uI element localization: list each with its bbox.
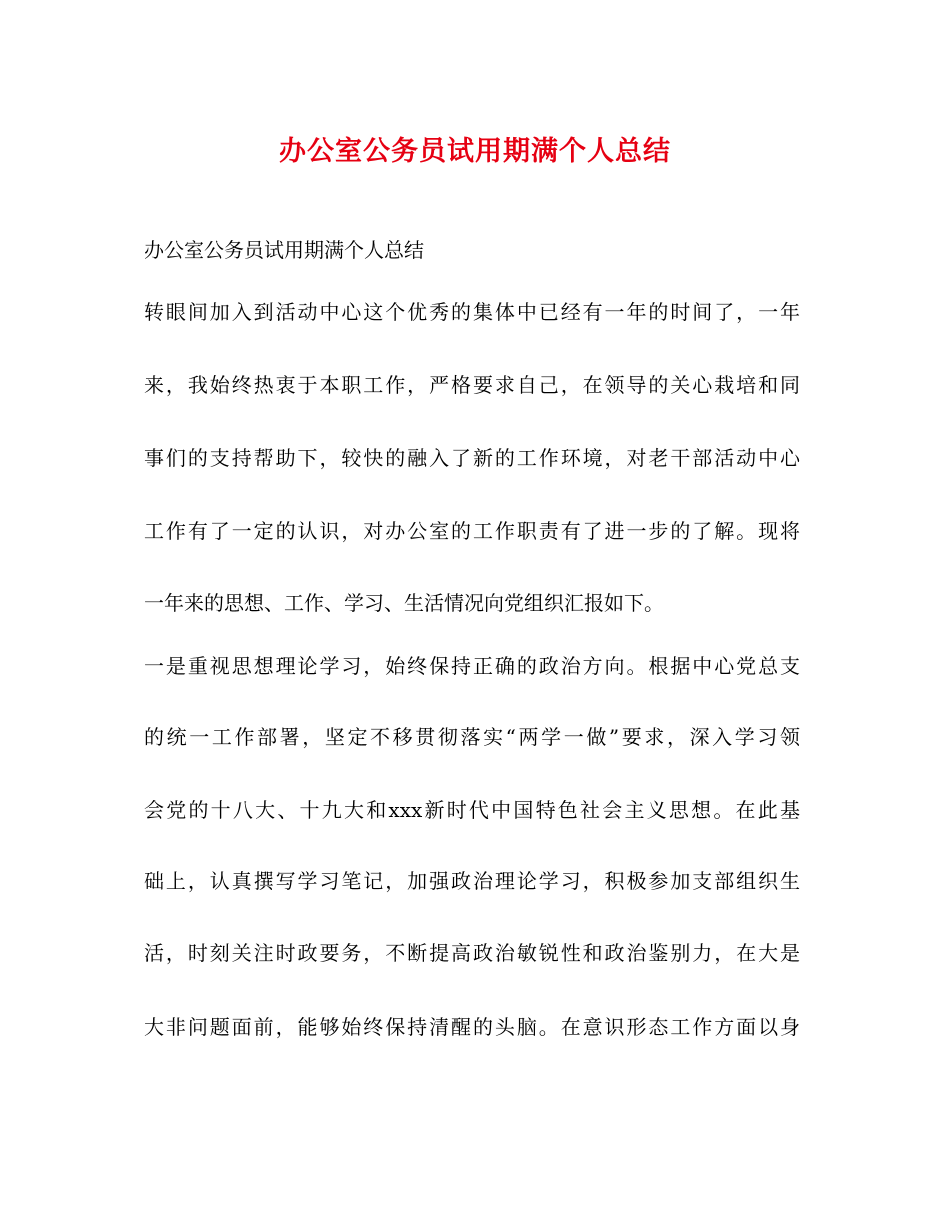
paragraph-line: 转眼间加入到活动中心这个优秀的集体中已经有一年的时间了，一年 xyxy=(144,300,800,324)
paragraph-line: 大非问题面前，能够始终保持清醒的头脑。在意识形态工作方面以身 xyxy=(144,1015,800,1039)
paragraph-line: 来，我始终热衷于本职工作，严格要求自己，在领导的关心栽培和同 xyxy=(144,373,800,397)
paragraph-line: 的统一工作部署，坚定不移贯彻落实“两学一做”要求，深入学习领 xyxy=(144,725,800,749)
document-title: 办公室公务员试用期满个人总结 xyxy=(279,136,671,167)
paragraph-line: 事们的支持帮助下，较快的融入了新的工作环境，对老干部活动中心 xyxy=(144,446,800,470)
paragraph-line: 活，时刻关注时政要务，不断提高政治敏锐性和政治鉴别力，在大是 xyxy=(144,941,800,965)
paragraph-line: 一是重视思想理论学习，始终保持正确的政治方向。根据中心党总支 xyxy=(144,654,800,678)
document-subtitle: 办公室公务员试用期满个人总结 xyxy=(144,238,424,262)
paragraph-line: 础上，认真撰写学习笔记，加强政治理论学习，积极参加支部组织生 xyxy=(144,869,800,893)
paragraph-line: 一年来的思想、工作、学习、生活情况向党组织汇报如下。 xyxy=(144,591,664,615)
paragraph-line: 工作有了一定的认识，对办公室的工作职责有了进一步的了解。现将 xyxy=(144,519,800,543)
paragraph-line: 会党的十八大、十九大和xxx新时代中国特色社会主义思想。在此基 xyxy=(144,798,800,822)
